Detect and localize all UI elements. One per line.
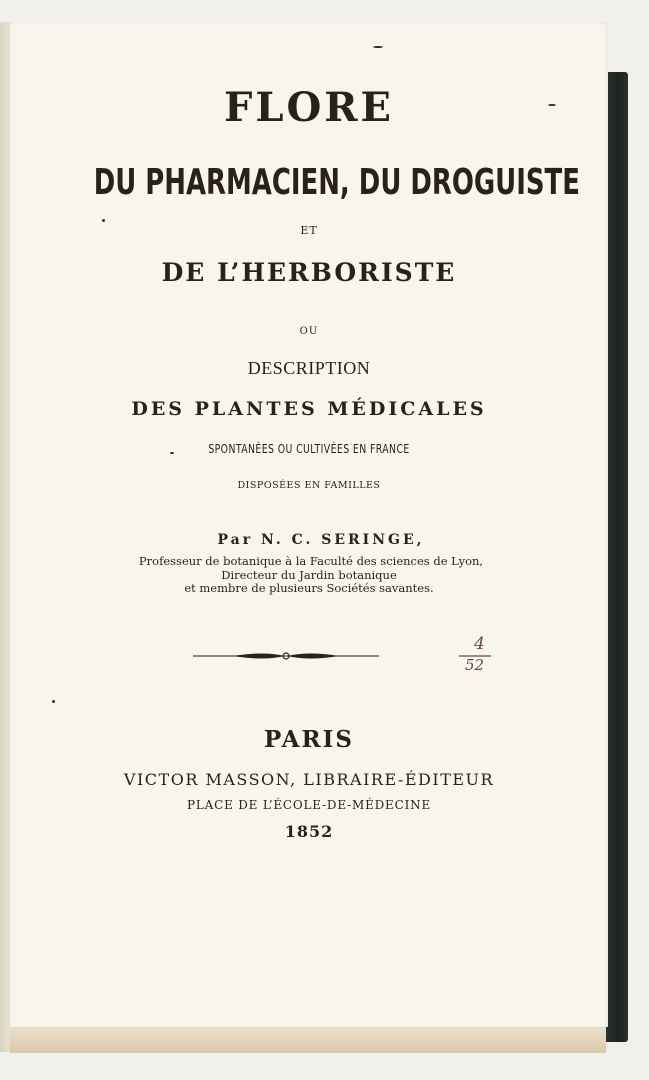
conjunction-ou: OU	[299, 326, 319, 337]
handwritten-denominator: 52	[465, 656, 485, 674]
ornament-divider-icon	[193, 650, 379, 662]
paper-speck	[52, 700, 55, 703]
publisher-address: PLACE DE L’ÉCOLE-DE-MÉDECINE	[186, 798, 432, 812]
description-line-4: DISPOSÉES EN FAMILLES	[237, 480, 381, 491]
publication-city: PARIS	[264, 726, 354, 753]
author-affiliation-2: Directeur du Jardin botanique	[221, 568, 397, 582]
publication-year: 1852	[284, 822, 334, 841]
paper-speck	[548, 104, 556, 106]
author-name: Par N. C. SERINGE,	[217, 532, 425, 548]
paper-speck	[170, 452, 174, 454]
description-line-3: SPONTANÉES OU CULTIVÉES EN FRANCE	[208, 442, 410, 456]
publisher-name: VICTOR MASSON, LIBRAIRE-ÉDITEUR	[123, 770, 495, 789]
subtitle-line-2: DE L’HERBORISTE	[161, 258, 457, 287]
author-affiliation-1: Professeur de botanique à la Faculté des sciences de Lyon,	[138, 554, 484, 568]
handwritten-numerator: 4	[474, 634, 485, 654]
title-page	[10, 22, 608, 1027]
conjunction-et: ET	[300, 224, 318, 237]
paper-speck	[373, 46, 383, 48]
author-affiliation-3: et membre de plusieurs Sociétés savantes.	[184, 581, 434, 595]
book-title: FLORE	[223, 84, 395, 131]
handwritten-note	[457, 634, 497, 678]
paper-speck	[102, 219, 105, 222]
description-line-1: DESCRIPTION	[247, 358, 371, 378]
description-line-2: DES PLANTES MÉDICALES	[131, 398, 487, 420]
subtitle-line-1: DU PHARMACIEN, DU DROGUISTE	[93, 162, 580, 203]
